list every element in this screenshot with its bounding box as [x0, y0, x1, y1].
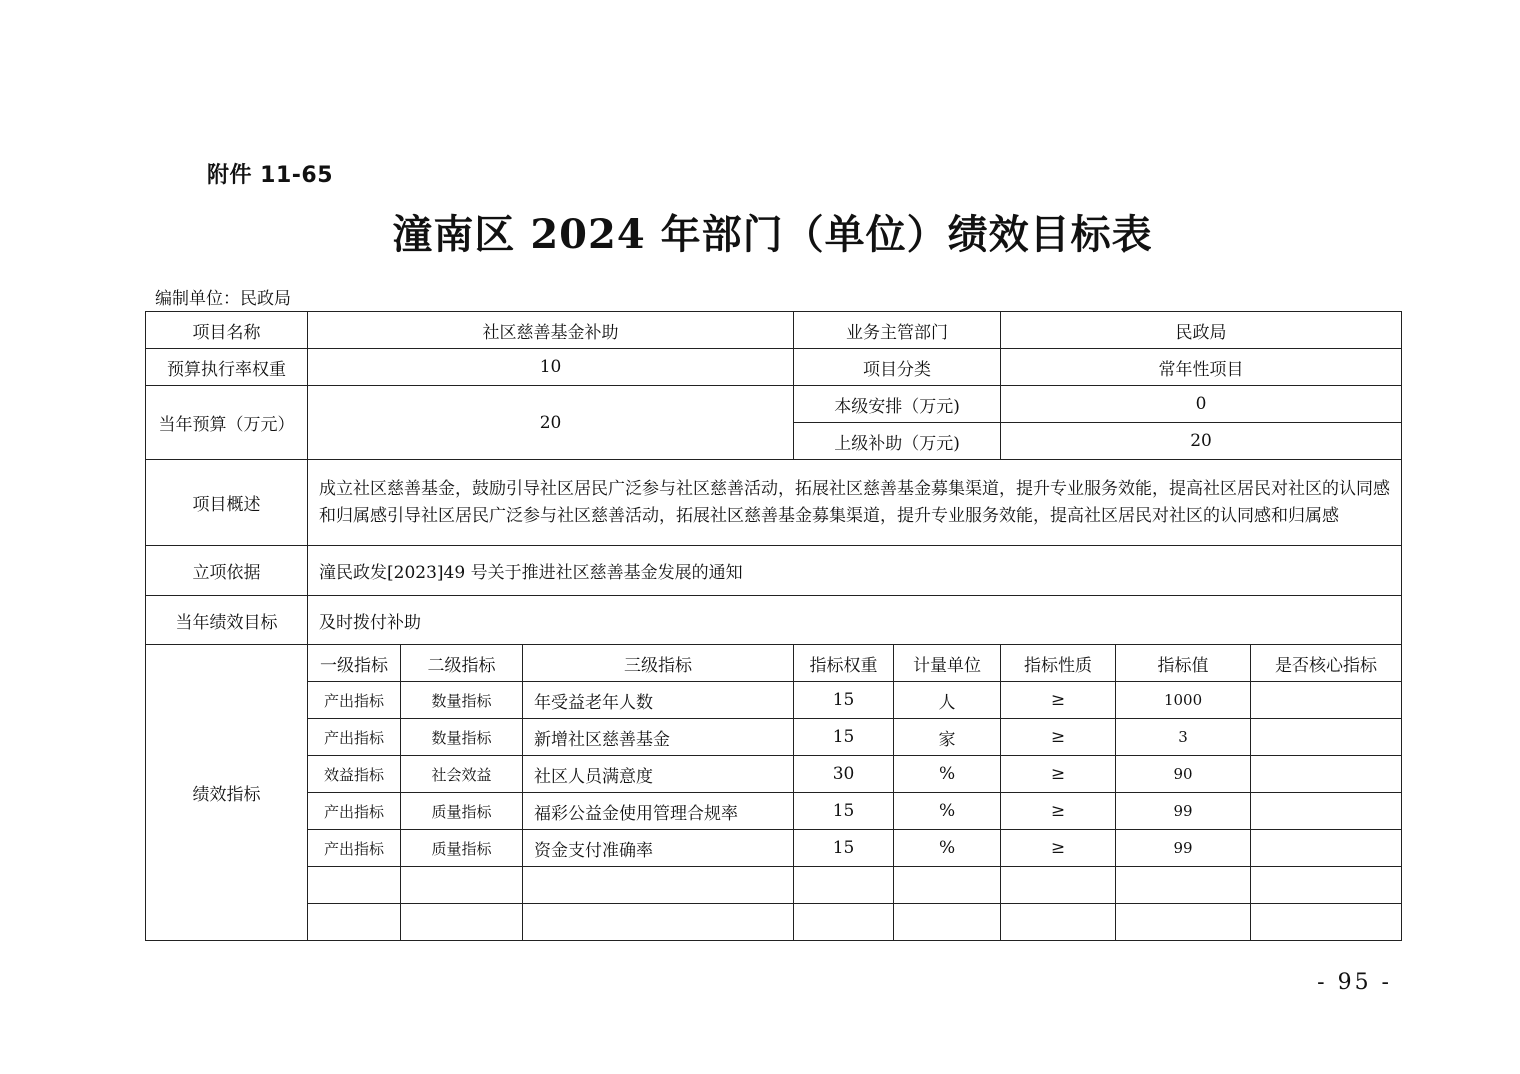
- header-level1: 一级指标: [308, 645, 401, 682]
- header-level3: 三级指标: [523, 645, 794, 682]
- empty-cell: [1001, 904, 1116, 941]
- basis-value: 潼民政发[2023]49 号关于推进社区慈善基金发展的通知: [308, 546, 1402, 596]
- cell-level1: 产出指标: [308, 719, 401, 756]
- cell-nature: ≥: [1001, 719, 1116, 756]
- local-value: 0: [1001, 386, 1402, 423]
- empty-row: [146, 904, 1402, 941]
- goal-label: 当年绩效目标: [146, 596, 308, 645]
- performance-table: [145, 311, 1402, 941]
- header-value: 指标值: [1116, 645, 1251, 682]
- header-weight: 指标权重: [794, 645, 894, 682]
- cell-level1: 效益指标: [308, 756, 401, 793]
- header-level2: 二级指标: [401, 645, 523, 682]
- table-row: [146, 312, 1402, 349]
- cell-unit: %: [894, 830, 1001, 867]
- empty-cell: [401, 867, 523, 904]
- compiling-unit: 编制单位：民政局: [155, 289, 291, 309]
- empty-cell: [1251, 867, 1402, 904]
- attachment-label: 附件 11-65: [207, 163, 334, 188]
- cell-level1: 产出指标: [308, 830, 401, 867]
- table-row: [146, 830, 1402, 867]
- cell-nature: ≥: [1001, 756, 1116, 793]
- cell-weight: 15: [794, 719, 894, 756]
- empty-cell: [308, 867, 401, 904]
- empty-cell: [1251, 904, 1402, 941]
- cell-unit: %: [894, 793, 1001, 830]
- empty-cell: [1116, 904, 1251, 941]
- empty-cell: [523, 904, 794, 941]
- cell-level3: 福彩公益金使用管理合规率: [523, 793, 794, 830]
- category-label: 项目分类: [794, 349, 1001, 386]
- cell-nature: ≥: [1001, 830, 1116, 867]
- cell-value: 3: [1116, 719, 1251, 756]
- table-row: [146, 596, 1402, 645]
- indicator-header-row: [146, 645, 1402, 682]
- dept-label: 业务主管部门: [794, 312, 1001, 349]
- empty-cell: [894, 867, 1001, 904]
- cell-nature: ≥: [1001, 682, 1116, 719]
- empty-cell: [401, 904, 523, 941]
- header-core: 是否核心指标: [1251, 645, 1402, 682]
- empty-cell: [1001, 867, 1116, 904]
- table-row: [146, 349, 1402, 386]
- empty-cell: [794, 904, 894, 941]
- indicators-section-label: 绩效指标: [146, 645, 308, 941]
- cell-unit: 人: [894, 682, 1001, 719]
- upper-value: 20: [1001, 423, 1402, 460]
- cell-level2: 质量指标: [401, 793, 523, 830]
- cell-level3: 资金支付准确率: [523, 830, 794, 867]
- table-row: [146, 386, 1402, 423]
- cell-level2: 质量指标: [401, 830, 523, 867]
- cell-core: [1251, 793, 1402, 830]
- cell-weight: 15: [794, 682, 894, 719]
- cell-core: [1251, 756, 1402, 793]
- empty-cell: [794, 867, 894, 904]
- cell-level1: 产出指标: [308, 793, 401, 830]
- table-row: [146, 460, 1402, 546]
- empty-cell: [1116, 867, 1251, 904]
- cell-level3: 社区人员满意度: [523, 756, 794, 793]
- category-value: 常年性项目: [1001, 349, 1402, 386]
- goal-value: 及时拨付补助: [308, 596, 1402, 645]
- budget-value: 20: [308, 386, 794, 460]
- table-row: [146, 546, 1402, 596]
- project-name-value: 社区慈善基金补助: [308, 312, 794, 349]
- cell-weight: 15: [794, 830, 894, 867]
- header-unit: 计量单位: [894, 645, 1001, 682]
- page-number: - 95 -: [1317, 970, 1392, 995]
- weight-value: 10: [308, 349, 794, 386]
- empty-cell: [308, 904, 401, 941]
- basis-label: 立项依据: [146, 546, 308, 596]
- cell-unit: %: [894, 756, 1001, 793]
- budget-label: 当年预算（万元）: [146, 386, 308, 460]
- cell-value: 99: [1116, 793, 1251, 830]
- overview-value: 成立社区慈善基金，鼓励引导社区居民广泛参与社区慈善活动，拓展社区慈善基金募集渠道，提升专业服务效能，提高社区居民对社区的认同感和归属感引导社区居民广泛参与社区慈善活动，拓展社区慈善基金募集渠道，提升专业服务效能，提高社区居民对社区的认同感和归属感: [308, 460, 1402, 546]
- project-name-label: 项目名称: [146, 312, 308, 349]
- cell-level3: 年受益老年人数: [523, 682, 794, 719]
- dept-value: 民政局: [1001, 312, 1402, 349]
- cell-level2: 社会效益: [401, 756, 523, 793]
- empty-cell: [523, 867, 794, 904]
- cell-core: [1251, 682, 1402, 719]
- cell-unit: 家: [894, 719, 1001, 756]
- upper-label: 上级补助（万元): [794, 423, 1001, 460]
- header-nature: 指标性质: [1001, 645, 1116, 682]
- cell-nature: ≥: [1001, 793, 1116, 830]
- cell-core: [1251, 830, 1402, 867]
- cell-level2: 数量指标: [401, 682, 523, 719]
- cell-core: [1251, 719, 1402, 756]
- table-row: [146, 756, 1402, 793]
- cell-value: 1000: [1116, 682, 1251, 719]
- local-label: 本级安排（万元): [794, 386, 1001, 423]
- table-row: [146, 793, 1402, 830]
- table-row: [146, 719, 1402, 756]
- cell-level2: 数量指标: [401, 719, 523, 756]
- cell-weight: 30: [794, 756, 894, 793]
- cell-value: 99: [1116, 830, 1251, 867]
- cell-value: 90: [1116, 756, 1251, 793]
- cell-weight: 15: [794, 793, 894, 830]
- weight-label: 预算执行率权重: [146, 349, 308, 386]
- empty-row: [146, 867, 1402, 904]
- empty-cell: [894, 904, 1001, 941]
- overview-label: 项目概述: [146, 460, 308, 546]
- page-title: 潼南区 2024 年部门（单位）绩效目标表: [392, 211, 1153, 258]
- cell-level1: 产出指标: [308, 682, 401, 719]
- table-row: [146, 682, 1402, 719]
- cell-level3: 新增社区慈善基金: [523, 719, 794, 756]
